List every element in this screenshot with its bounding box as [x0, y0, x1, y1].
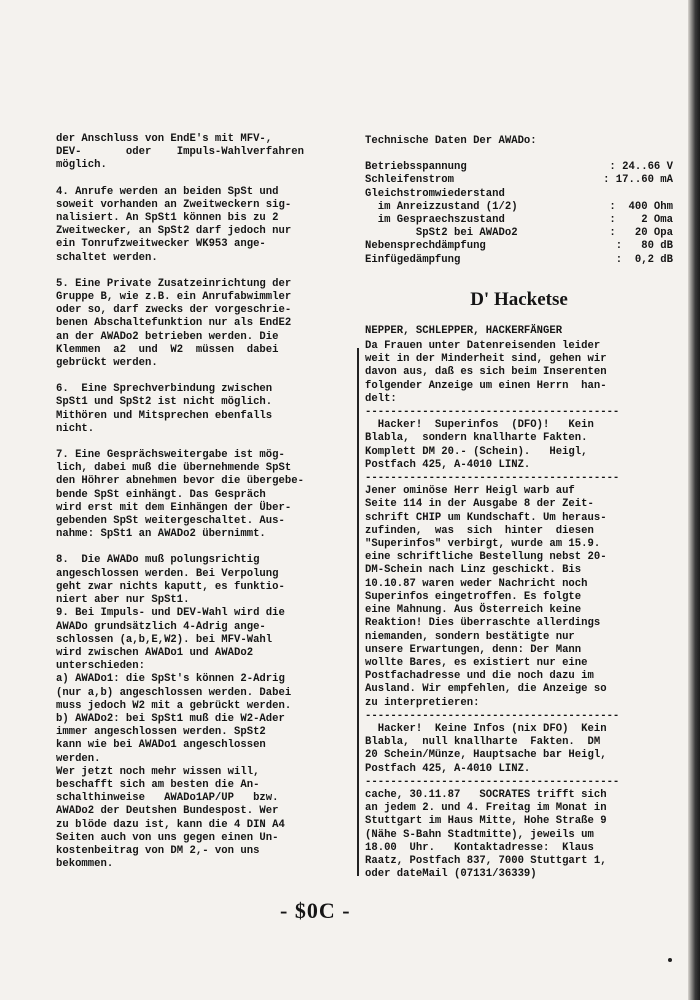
paragraph-line: ein Tonrufzweitwecker WK953 ange- — [56, 238, 266, 251]
body-line: Postfachadresse und die noch dazu im — [365, 670, 594, 683]
cache-line: (Nähe S-Bahn Stadtmitte), jeweils um — [365, 828, 594, 841]
paragraph-line: schlossen (a,b,E,W2). bei MFV-Wahl — [56, 633, 273, 646]
divider-2: ---------------------------------------- — [365, 472, 620, 485]
paragraph-line: gebenden SpSt weitergeschaltet. Aus- — [56, 515, 285, 528]
intro-line: davon aus, daß es sich beim Inserenten — [365, 366, 607, 379]
page-number: - $0C - — [280, 898, 351, 923]
tech-row — [365, 214, 673, 227]
paragraph-line: möglich. — [56, 159, 107, 172]
body-line: Ausland. Wir empfehlen, die Anzeige so — [365, 683, 607, 696]
paragraph — [56, 607, 352, 871]
paragraph-line: immer angeschlossen werden. SpSt2 — [56, 726, 266, 739]
body-line: Superinfos eingetroffen. Es folgte — [365, 590, 582, 603]
ad2-line: Hacker! Keine Infos (nix DFO) Kein — [365, 722, 607, 735]
paragraph — [56, 449, 352, 541]
tech-value: : 0,2 dB — [615, 253, 673, 266]
paragraph-line: kann wie bei AWADo1 angeschlossen — [56, 739, 266, 752]
tech-value: : 400 Ohm — [609, 200, 673, 213]
body-line: zufinden, was sich hinter diesen — [365, 524, 594, 537]
paragraph-line: oder so, darf zwecks der vorgeschrie- — [56, 304, 292, 317]
paragraph-line: Klemmen a2 und W2 müssen dabei — [56, 343, 279, 356]
paragraph — [56, 383, 352, 436]
paragraph-line: 7. Eine Gesprächsweitergabe ist mög- — [56, 449, 285, 462]
tech-label: im Anreizzustand (1/2) — [365, 200, 518, 213]
paragraph-line: Zweitwecker, an SpSt2 darf jedoch nur — [56, 225, 292, 238]
ad2-line: Postfach 425, A-4010 LINZ. — [365, 762, 531, 775]
paragraph-line: Gruppe B, wie z.B. ein Anrufabwimmler — [56, 291, 292, 304]
right-column — [365, 135, 673, 881]
body-line: Jener ominöse Herr Heigl warb auf — [365, 485, 575, 498]
paragraph-line: der Anschluss von EndE's mit MFV-, — [56, 133, 273, 145]
body-line: wollte Bares, es existiert nur eine — [365, 656, 588, 669]
paragraph-line: DEV- oder Impuls-Wahlverfahren — [56, 146, 304, 159]
ad1-line: Blabla, sondern knallharte Fakten. — [365, 432, 588, 445]
tech-label: SpSt2 bei AWADo2 — [365, 227, 518, 240]
tech-value: : 17..60 mA — [603, 174, 673, 187]
paragraph-line: den Höhrer abnehmen bevor die übergebe- — [56, 475, 304, 488]
intro-line: Da Frauen unter Datenreisenden leider — [365, 340, 601, 353]
body-line: 10.10.87 waren weder Nachricht noch — [365, 577, 588, 590]
tech-label: Nebensprechdämpfung — [365, 240, 486, 253]
paragraph-line: nicht. — [56, 422, 95, 435]
paragraph-line: schaltet werden. — [56, 251, 158, 264]
cache-notice — [365, 789, 673, 881]
cache-line: an jedem 2. und 4. Freitag im Monat in — [365, 802, 607, 815]
left-column — [56, 133, 352, 884]
tech-label: Einfügedämpfung — [365, 253, 461, 266]
paragraph-line: (nur a,b) angeschlossen werden. Dabei — [56, 686, 292, 699]
paragraph — [56, 133, 352, 173]
tech-value: : 24..66 V — [609, 161, 673, 174]
tech-value: : 20 Opa — [609, 227, 673, 240]
divider-1: ---------------------------------------- — [365, 406, 620, 419]
paragraph-line: lich, dabei muß die übernehmende SpSt — [56, 462, 292, 475]
body-line: niemanden, sondern bestätigte nur — [365, 630, 575, 643]
body-line: schrift CHIP um Kundschaft. Um heraus- — [365, 511, 607, 524]
paragraph-line: 6. Eine Sprechverbindung zwischen — [56, 383, 273, 396]
body-line: Seite 114 in der Ausgabe 8 der Zeit- — [365, 498, 594, 511]
ad-interpreted — [365, 723, 673, 776]
paragraph-line: AWADo2 der Deutshen Bundespost. Wer — [56, 805, 279, 818]
body-line: unsere Erwartungen, denn: Der Mann — [365, 643, 582, 656]
report-paragraph — [365, 485, 673, 709]
paragraph-line: 8. Die AWADo muß polungsrichtig — [56, 554, 260, 567]
ad2-line: Blabla, null knallharte Fakten. DM — [365, 736, 601, 749]
paragraph-line: nalisiert. An SpSt1 können bis zu 2 — [56, 212, 279, 225]
paragraph-line: Seiten auch von uns gegen einen Un- — [56, 831, 279, 844]
section-subhead: NEPPER, SCHLEPPER, HACKERFÄNGER — [365, 324, 563, 337]
ad1-line: Postfach 425, A-4010 LINZ. — [365, 458, 531, 471]
paragraph-line: 5. Eine Private Zusatzeinrichtung der — [56, 277, 292, 290]
tech-row — [365, 174, 673, 187]
paragraph-line: bende SpSt einhängt. Das Gespräch — [56, 488, 266, 501]
body-line: Reaktion! Dies überraschte allerdings — [365, 617, 601, 630]
paragraph — [56, 186, 352, 265]
tech-label: Schleifenstrom — [365, 174, 455, 187]
paragraph-line: b) AWADo2: bei SpSt1 muß die W2-Ader — [56, 712, 285, 725]
tech-data-table — [365, 161, 673, 267]
paragraph-line: schalthinweise AWADo1AP/UP bzw. — [56, 792, 279, 805]
paragraph — [56, 554, 352, 607]
column-divider — [357, 348, 359, 876]
tech-value — [595, 188, 673, 201]
tech-label: Betriebsspannung — [365, 161, 467, 174]
paragraph-line: 9. Bei Impuls- und DEV-Wahl wird die — [56, 607, 285, 620]
cache-line: oder dateMail (07131/36339) — [365, 868, 537, 881]
paragraph-line: SpSt1 und SpSt2 ist nicht möglich. — [56, 396, 273, 409]
tech-label: im Gespraechszustand — [365, 214, 505, 227]
tech-value: : 2 Oma — [609, 214, 673, 227]
section-title: D' Hacketse — [470, 288, 568, 310]
intro-line: folgender Anzeige um einen Herrn han- — [365, 379, 607, 392]
paragraph-line: niert aber nur SpSt1. — [56, 594, 190, 607]
tech-label: Gleichstromwiederstand — [365, 187, 505, 200]
paragraph-line: soweit vorhanden an Zweitweckern sig- — [56, 198, 292, 211]
cache-line: cache, 30.11.87 SOCRATES trifft sich — [365, 788, 607, 801]
paragraph-line: 4. Anrufe werden an beiden SpSt und — [56, 185, 279, 198]
paragraph-line: gebrückt werden. — [56, 357, 158, 370]
tech-row — [365, 240, 673, 253]
body-line: eine Mahnung. Aus Österreich keine — [365, 604, 582, 617]
paragraph-line: kostenbeitrag von DM 2,- von uns — [56, 844, 260, 857]
paragraph-line: muss jedoch W2 mit a gebrückt werden. — [56, 699, 292, 712]
body-line: eine schriftliche Bestellung nebst 20- — [365, 551, 607, 564]
body-line: DM-Schein nach Linz geschickt. Bis — [365, 564, 582, 577]
paragraph-line: wird erst mit dem Einhängen der Über- — [56, 501, 292, 514]
paragraph-line: zu blöde dazu ist, kann die 4 DIN A4 — [56, 818, 285, 831]
paragraph-line: a) AWADo1: die SpSt's können 2-Adrig — [56, 673, 285, 686]
intro-line: weit in der Minderheit sind, gehen wir — [365, 353, 607, 366]
ad1-line: Hacker! Superinfos (DFO)! Kein — [365, 419, 594, 432]
tech-data-title: Technische Daten Der AWADo: — [365, 135, 537, 147]
tech-row — [365, 201, 673, 214]
paragraph-line: an der AWADo2 betrieben werden. Die — [56, 330, 279, 343]
cache-line: Stuttgart im Haus Mitte, Hohe Straße 9 — [365, 815, 607, 828]
body-line: zu interpretieren: — [365, 696, 480, 709]
paragraph-line: angeschlossen werden. Bei Verpolung — [56, 567, 279, 580]
paragraph-line: wird zwischen AWADo1 und AWADo2 — [56, 646, 254, 659]
divider-3: ---------------------------------------- — [365, 709, 620, 722]
ad2-line: 20 Schein/Münze, Hauptsache bar Heigl, — [365, 749, 607, 762]
paragraph-line: AWADo grundsätzlich 4-Adrig ange- — [56, 620, 266, 633]
paragraph-line: werden. — [56, 752, 101, 765]
paragraph-line: Mithören und Mitsprechen ebenfalls — [56, 409, 273, 422]
tech-value: : 80 dB — [615, 240, 673, 253]
paragraph-line: benen Abschaltefunktion nur als EndE2 — [56, 317, 292, 330]
tech-row — [365, 227, 673, 240]
divider-4: ---------------------------------------- — [365, 775, 620, 788]
cache-line: Raatz, Postfach 837, 7000 Stuttgart 1, — [365, 854, 607, 867]
intro-line: delt: — [365, 392, 397, 405]
cache-line: 18.00 Uhr. Kontaktadresse: Klaus — [365, 841, 594, 854]
tech-row — [365, 161, 673, 174]
ad-original — [365, 419, 673, 472]
intro-paragraph — [365, 340, 673, 406]
tech-row — [365, 254, 673, 267]
paragraph — [56, 278, 352, 370]
print-speck — [668, 958, 672, 962]
body-line: "Superinfos" verbirgt, wurde am 15.9. — [365, 538, 601, 551]
paragraph-line: beschafft sich am besten die An- — [56, 778, 260, 791]
paragraph-line: geht zwar nichts kaputt, es funktio- — [56, 580, 285, 593]
page-edge-shadow — [688, 0, 700, 1000]
paragraph-line: nahme: SpSt1 an AWADo2 übernimmt. — [56, 528, 266, 541]
paragraph-line: Wer jetzt noch mehr wissen will, — [56, 765, 260, 778]
paragraph-line: bekommen. — [56, 858, 114, 871]
ad1-line: Komplett DM 20.- (Schein). Heigl, — [365, 445, 588, 458]
paragraph-line: unterschieden: — [56, 660, 146, 673]
tech-row — [365, 188, 673, 201]
